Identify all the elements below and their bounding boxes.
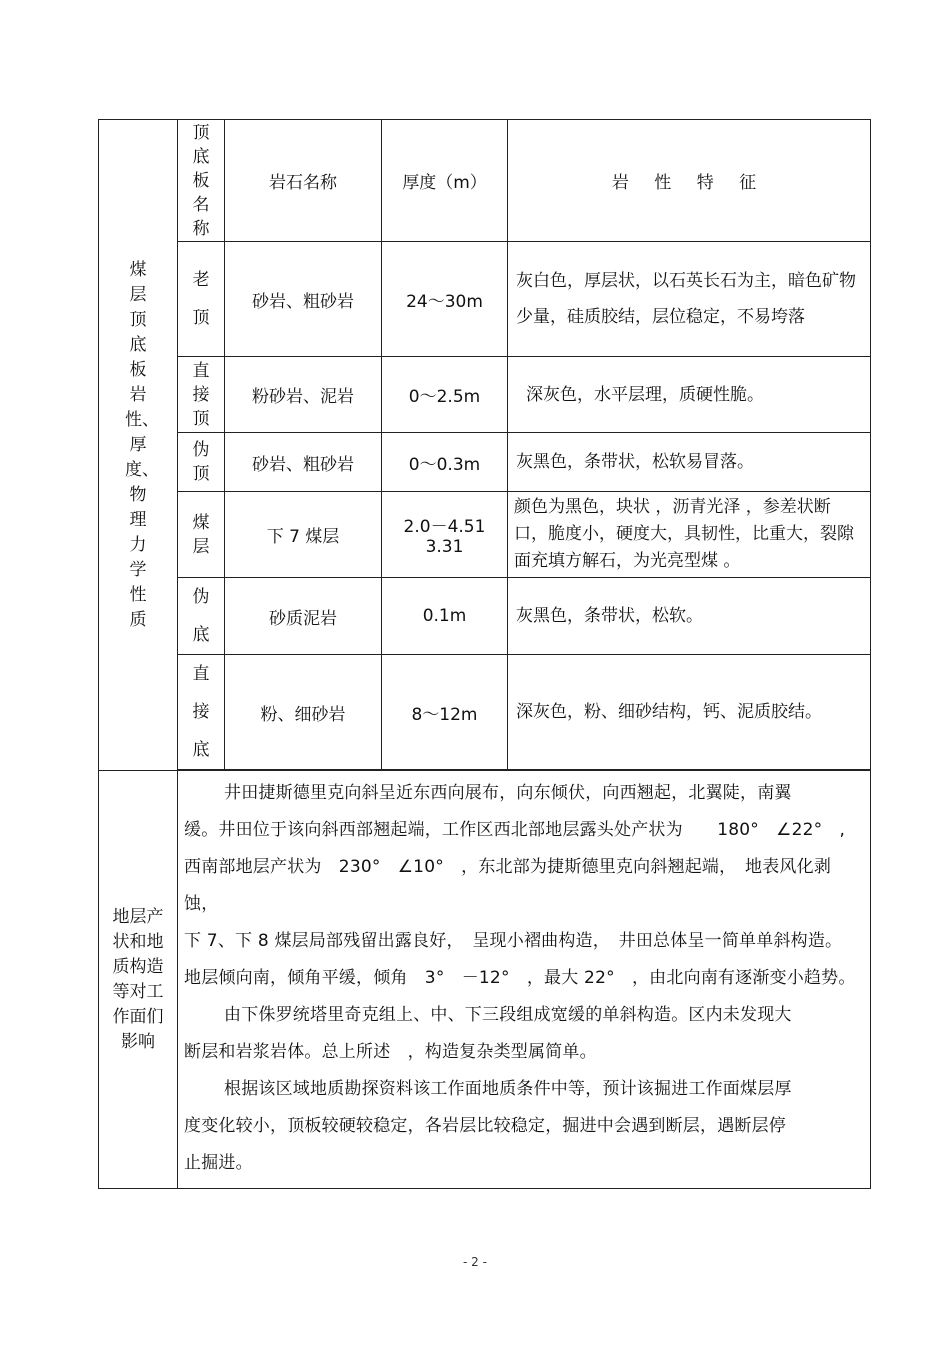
header-rock: 岩石名称: [225, 120, 382, 242]
section2-content: [178, 771, 871, 1189]
geology-table: [98, 119, 871, 1189]
header-thickness: 厚度（m）: [382, 120, 508, 242]
para1-line5: 地层倾向南，倾角平缓，倾角 3° －12° ，最大 22° ，由北向南有逐渐变小趋势。: [184, 968, 856, 988]
para3-line1: 根据该区域地质勘探资料该工作面地质条件中等，预计该掘进工作面煤层厚: [224, 1079, 792, 1099]
section1-label: 煤层顶底板岩性、厚度、物理力学性质: [99, 120, 178, 771]
row-feature: 深灰色，粉、细砂结构，钙、泥质胶结。: [508, 655, 871, 770]
header-name: 顶底板名称: [178, 120, 225, 242]
row-feature: 灰黑色，条带状，松软。: [508, 578, 871, 655]
section2-label: 地层产状和地质构造等对工作面们影响: [99, 771, 178, 1189]
para1-line4: 下 7、下 8 煤层局部残留出露良好， 呈现小褶曲构造， 井田总体呈一简单单斜构造。: [184, 931, 843, 951]
row-name: 直接顶: [178, 357, 225, 433]
row-rock: 粉砂岩、泥岩: [225, 357, 382, 433]
para2-line2: 断层和岩浆岩体。总上所述 ，构造复杂类型属简单。: [184, 1042, 597, 1062]
row-rock: 粉、细砂岩: [225, 655, 382, 770]
para3-line3: 止掘进。: [184, 1153, 253, 1173]
row-rock: 砂质泥岩: [225, 578, 382, 655]
row-rock: 砂岩、粗砂岩: [225, 242, 382, 357]
row-thickness: 0～0.3m: [382, 433, 508, 492]
para1-line1: 井田捷斯德里克向斜呈近东西向展布，向东倾伏，向西翘起，北翼陡，南翼: [224, 783, 792, 803]
section2-row: [99, 771, 871, 1189]
row-name: 伪顶: [178, 433, 225, 492]
header-feature: 岩 性 特 征: [508, 120, 871, 242]
row-feature: 颜色为黑色，块状 ，沥青光泽 ，参差状断口，脆度小，硬度大，具韧性，比重大，裂隙面充填方解石，为光亮型煤 。: [508, 492, 871, 578]
table-row: [99, 357, 871, 433]
table-row: [99, 433, 871, 492]
row-name: 直接底: [178, 655, 225, 770]
table-row: [99, 578, 871, 655]
row-feature: 灰白色，厚层状，以石英长石为主，暗色矿物少量，硅质胶结，层位稳定，不易垮落: [508, 242, 871, 357]
table-row: [99, 492, 871, 578]
row-thickness: [382, 492, 508, 578]
thickness-range: 2.0－4.51: [403, 517, 486, 537]
row-thickness: 0.1m: [382, 578, 508, 655]
para2-line1: 由下侏罗统塔里奇克组上、中、下三段组成宽缓的单斜构造。区内未发现大: [224, 1005, 792, 1025]
table-row: [99, 242, 871, 357]
table-row: [99, 655, 871, 770]
row-name: 伪底: [178, 578, 225, 655]
para1-line3: 西南部地层产状为 230° ∠10° ，东北部为捷斯德里克向斜翘起端， 地表风化剥蚀，: [184, 857, 832, 914]
row-rock: 下 7 煤层: [225, 492, 382, 578]
row-rock: 砂岩、粗砂岩: [225, 433, 382, 492]
row-thickness: 8～12m: [382, 655, 508, 770]
page-number: - 2 -: [463, 1255, 487, 1269]
row-thickness: 24～30m: [382, 242, 508, 357]
row-thickness: 0～2.5m: [382, 357, 508, 433]
row-feature: 深灰色，水平层理，质硬性脆。: [508, 357, 871, 433]
table-header-row: [99, 120, 871, 242]
para3-line2: 度变化较小，顶板较硬较稳定，各岩层比较稳定，掘进中会遇到断层，遇断层停: [184, 1116, 786, 1136]
row-feature: 灰黑色，条带状，松软易冒落。: [508, 433, 871, 492]
row-name: 煤层: [178, 492, 225, 578]
para1-line2: 缓。井田位于该向斜西部翘起端，工作区西北部地层露头处产状为 180° ∠22° ,: [184, 820, 846, 840]
row-name: 老顶: [178, 242, 225, 357]
thickness-average: 3.31: [425, 537, 464, 557]
